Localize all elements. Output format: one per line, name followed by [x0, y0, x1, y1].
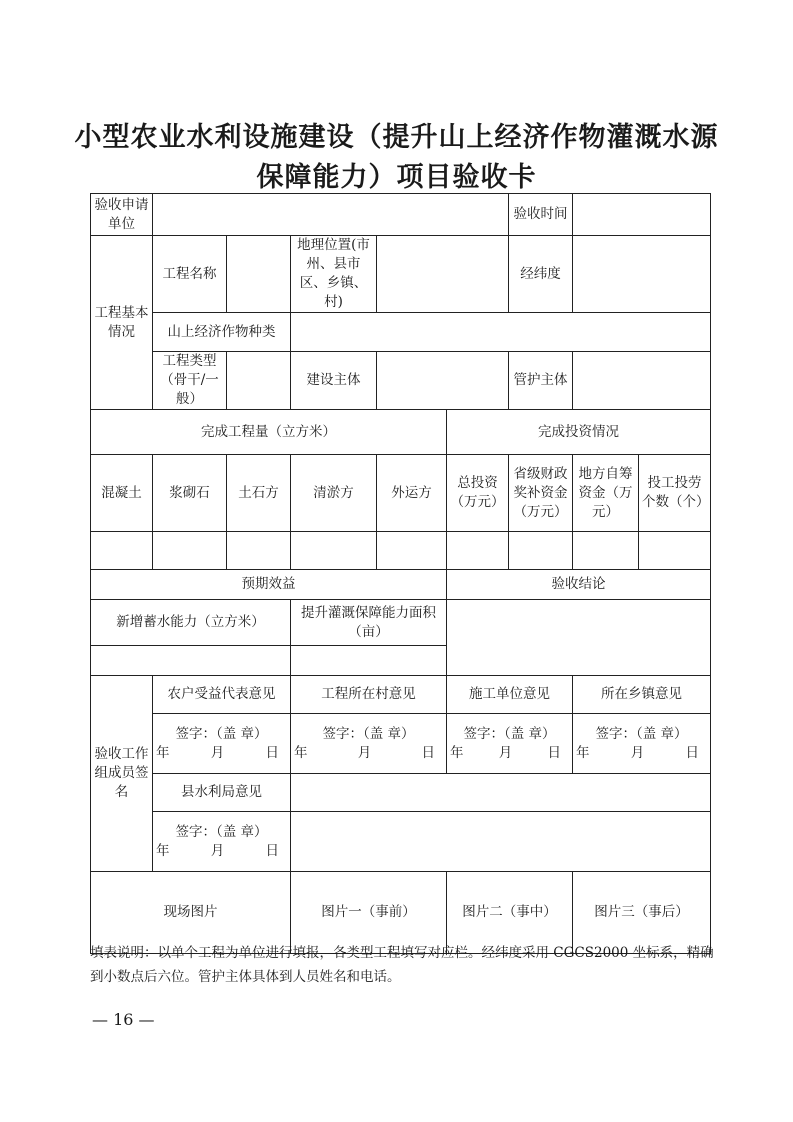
- storage-header: 新增蓄水能力（立方米）: [91, 600, 291, 646]
- time-field[interactable]: [573, 194, 711, 236]
- earthwork-header: 土石方: [227, 455, 291, 532]
- page-title-line-2: 保障能力）项目验收卡: [256, 162, 537, 193]
- transport-header: 外运方: [377, 455, 447, 532]
- photos-label: 现场图片: [91, 872, 291, 954]
- village-opinion-header: 工程所在村意见: [291, 676, 447, 714]
- sign-date: 年 月 日: [294, 744, 435, 761]
- sign-text: 签字：（盖 章）: [175, 823, 268, 840]
- project-name-label: 工程名称: [153, 236, 227, 313]
- sign-date: 年 月 日: [156, 842, 279, 859]
- storage-field[interactable]: [91, 646, 291, 676]
- labor-count-header: 投工投劳个数（个）: [639, 455, 711, 532]
- benefits-header: 预期效益: [91, 570, 447, 600]
- concrete-header: 混凝土: [91, 455, 153, 532]
- labor-count-field[interactable]: [639, 532, 711, 570]
- conclusion-header: 验收结论: [447, 570, 711, 600]
- masonry-header: 浆砌石: [153, 455, 227, 532]
- quantity-header: 完成工程量（立方米）: [91, 410, 447, 455]
- photo-after[interactable]: 图片三（事后）: [573, 872, 711, 954]
- provincial-fund-field[interactable]: [509, 532, 573, 570]
- photo-during[interactable]: 图片二（事中）: [447, 872, 573, 954]
- time-label: 验收时间: [509, 194, 573, 236]
- sign-text: 签字：（盖 章）: [322, 725, 415, 742]
- crop-label: 山上经济作物种类: [153, 313, 291, 352]
- township-signature[interactable]: [573, 714, 711, 774]
- acceptance-card-table: [90, 193, 711, 954]
- custodian-field[interactable]: [573, 352, 711, 410]
- county-signature-blank: [291, 812, 711, 872]
- project-type-field[interactable]: [227, 352, 291, 410]
- project-type-label: 工程类型（骨干/一般）: [153, 352, 227, 410]
- crop-field[interactable]: [291, 313, 711, 352]
- masonry-field[interactable]: [153, 532, 227, 570]
- village-signature[interactable]: [291, 714, 447, 774]
- earthwork-field[interactable]: [227, 532, 291, 570]
- total-investment-field[interactable]: [447, 532, 509, 570]
- contractor-signature[interactable]: [447, 714, 573, 774]
- local-fund-header: 地方自筹资金（万元）: [573, 455, 639, 532]
- sign-text: 签字：（盖 章）: [175, 725, 268, 742]
- page-number: — 16 —: [92, 1010, 155, 1029]
- applicant-field[interactable]: [153, 194, 509, 236]
- sign-text: 签字：（盖 章）: [463, 725, 556, 742]
- county-signature[interactable]: [153, 812, 291, 872]
- project-name-field[interactable]: [227, 236, 291, 313]
- conclusion-field[interactable]: [447, 600, 711, 676]
- provincial-fund-header: 省级财政奖补资金（万元）: [509, 455, 573, 532]
- builder-label: 建设主体: [291, 352, 377, 410]
- custodian-label: 管护主体: [509, 352, 573, 410]
- sign-date: 年 月 日: [450, 744, 562, 761]
- form-note: 填表说明：以单个工程为单位进行填报，各类型工程填写对应栏。经纬度采用 CGCS2000 坐标系，精确到小数点后六位。管护主体具体到人员姓名和电话。: [90, 945, 714, 985]
- county-opinion-header: 县水利局意见: [153, 774, 291, 812]
- location-field[interactable]: [377, 236, 509, 313]
- page-title-line-1: 小型农业水利设施建设（提升山上经济作物灌溉水源: [74, 122, 719, 153]
- investment-header: 完成投资情况: [447, 410, 711, 455]
- farmer-signature[interactable]: [153, 714, 291, 774]
- coords-field[interactable]: [573, 236, 711, 313]
- township-opinion-header: 所在乡镇意见: [573, 676, 711, 714]
- irrigation-field[interactable]: [291, 646, 447, 676]
- local-fund-field[interactable]: [573, 532, 639, 570]
- team-signature-label: 验收工作组成员签名: [91, 676, 153, 872]
- concrete-field[interactable]: [91, 532, 153, 570]
- applicant-label: 验收申请单位: [91, 194, 153, 236]
- builder-field[interactable]: [377, 352, 509, 410]
- coords-label: 经纬度: [509, 236, 573, 313]
- total-investment-header: 总投资（万元）: [447, 455, 509, 532]
- dredging-field[interactable]: [291, 532, 377, 570]
- sign-date: 年 月 日: [576, 744, 700, 761]
- sign-text: 签字：（盖 章）: [595, 725, 688, 742]
- irrigation-header: 提升灌溉保障能力面积（亩）: [291, 600, 447, 646]
- transport-field[interactable]: [377, 532, 447, 570]
- farmer-opinion-header: 农户受益代表意见: [153, 676, 291, 714]
- county-blank: [291, 774, 711, 812]
- location-label: 地理位置(市州、县市区、乡镇、村): [291, 236, 377, 313]
- sign-date: 年 月 日: [156, 744, 279, 761]
- dredging-header: 清淤方: [291, 455, 377, 532]
- photo-before[interactable]: 图片一（事前）: [291, 872, 447, 954]
- contractor-opinion-header: 施工单位意见: [447, 676, 573, 714]
- basic-info-label: 工程基本情况: [91, 236, 153, 410]
